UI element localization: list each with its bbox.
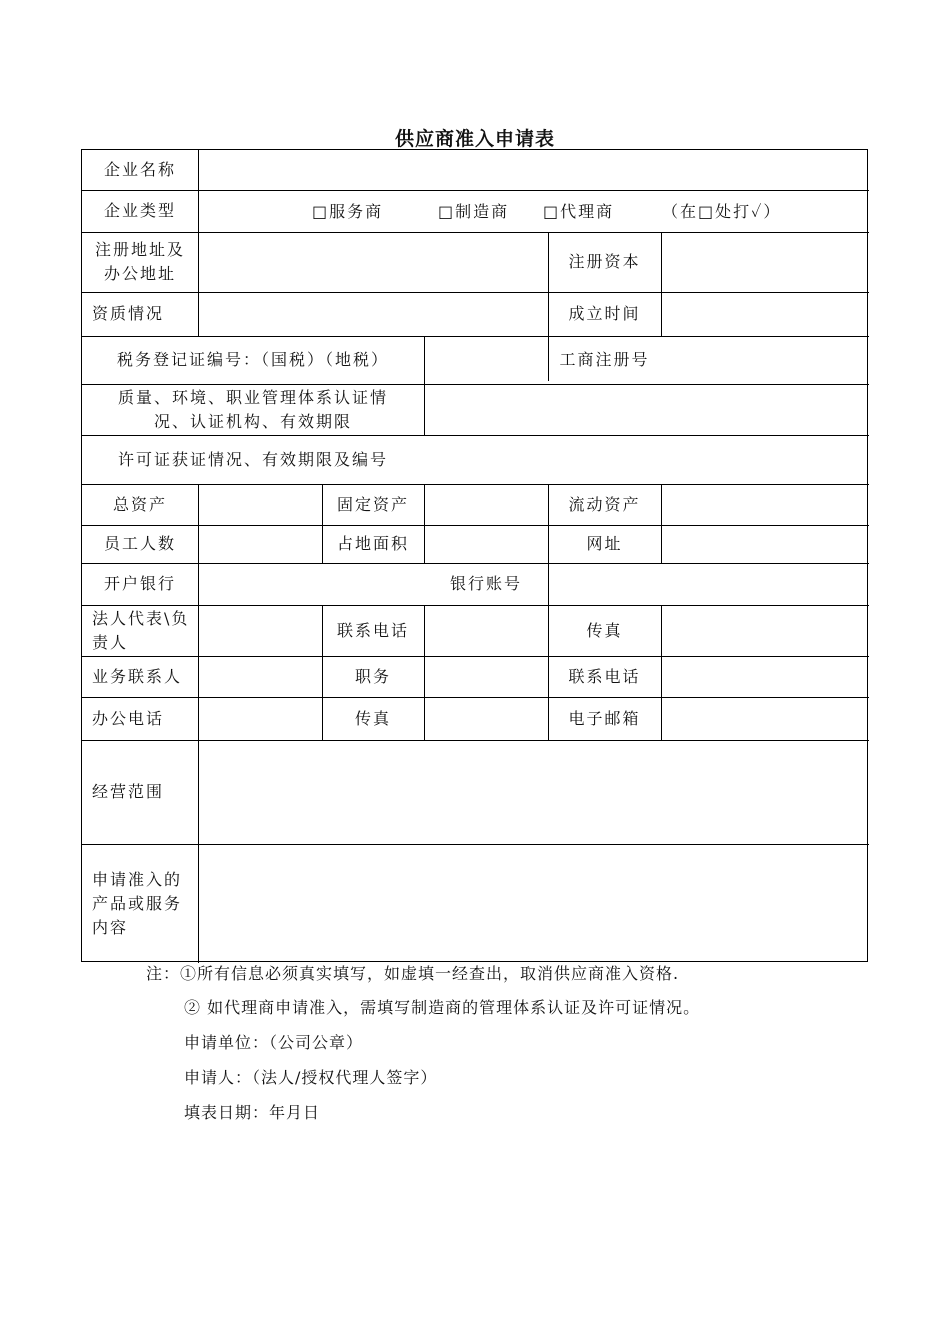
label-apply-content: 申请准入的产品或服务内容	[92, 869, 183, 937]
option-service-provider[interactable]: □服务商	[312, 202, 384, 221]
label-employees: 员工人数	[103, 534, 176, 553]
option-agent[interactable]: □代理商	[543, 202, 615, 221]
label-bank-account: 银行账号	[449, 574, 522, 593]
input-fax-2[interactable]	[425, 697, 548, 740]
label-biz-scope: 经营范围	[92, 782, 165, 801]
input-biz-contact[interactable]	[199, 656, 322, 697]
label-qualification: 资质情况	[92, 304, 165, 323]
input-fixed-assets[interactable]	[425, 484, 548, 525]
label-fax: 传真	[586, 620, 623, 640]
input-reg-capital[interactable]	[662, 232, 869, 292]
fill-date: 填表日期：年月日	[184, 1103, 321, 1122]
label-office-phone: 办公电话	[92, 708, 165, 728]
input-cert-info[interactable]	[425, 384, 869, 435]
label-bank: 开户银行	[103, 574, 176, 593]
label-floor-area: 占地面积	[336, 534, 409, 553]
input-employees[interactable]	[199, 525, 322, 563]
input-office-phone[interactable]	[199, 697, 322, 740]
label-biz-reg-no: 工商注册号	[559, 350, 650, 369]
label-position: 职务	[354, 666, 391, 686]
label-biz-contact: 业务联系人	[92, 666, 183, 686]
label-company-name: 企业名称	[103, 160, 176, 179]
input-current-assets[interactable]	[662, 484, 869, 525]
input-position[interactable]	[425, 656, 548, 697]
label-website: 网址	[586, 534, 623, 553]
input-website[interactable]	[662, 525, 869, 563]
application-form-table	[81, 149, 868, 962]
label-founded: 成立时间	[568, 304, 641, 323]
label-contact-phone: 联系电话	[336, 620, 409, 640]
input-contact-phone-2[interactable]	[662, 656, 869, 697]
note-1: 注：①所有信息必须真实填写，如虚填一经查出，取消供应商准入资格.	[146, 964, 680, 983]
applicant-unit: 申请单位：（公司公章）	[184, 1033, 364, 1052]
input-floor-area[interactable]	[425, 525, 548, 563]
label-total-assets: 总资产	[112, 494, 167, 514]
note-2: ② 如代理商申请准入，需填写制造商的管理体系认证及许可证情况。	[184, 998, 701, 1017]
label-fax-2: 传真	[354, 708, 391, 728]
label-fixed-assets: 固定资产	[336, 494, 409, 514]
label-reg-address: 注册地址及办公地址	[94, 240, 185, 283]
input-total-assets[interactable]	[199, 484, 322, 525]
input-reg-address[interactable]	[199, 232, 548, 292]
input-biz-reg-no[interactable]	[662, 336, 869, 384]
input-apply-content[interactable]	[199, 844, 869, 963]
input-contact-phone[interactable]	[425, 605, 548, 656]
input-fax[interactable]	[662, 605, 869, 656]
input-email[interactable]	[662, 697, 869, 740]
input-company-name[interactable]	[199, 150, 869, 190]
input-tax-reg[interactable]	[425, 336, 548, 384]
label-license-info: 许可证获证情况、有效期限及编号	[117, 449, 388, 469]
label-email: 电子邮箱	[568, 708, 641, 728]
label-cert-info: 质量、环境、职业管理体系认证情况、认证机构、有效期限	[117, 387, 388, 431]
label-legal-rep: 法人代表\负责人	[92, 608, 190, 652]
label-tax-reg: 税务登记证编号：（国税）（地税）	[116, 350, 389, 369]
form-title: 供应商准入申请表	[394, 128, 555, 150]
input-license-info[interactable]	[425, 435, 869, 484]
input-bank-account[interactable]	[549, 563, 869, 605]
label-contact-phone-2: 联系电话	[568, 666, 641, 686]
type-hint: （在□处打✓）	[662, 202, 782, 221]
label-current-assets: 流动资产	[568, 494, 641, 514]
option-manufacturer[interactable]: □制造商	[438, 202, 510, 221]
label-reg-capital: 注册资本	[568, 252, 641, 271]
input-legal-rep[interactable]	[199, 605, 322, 656]
input-bank[interactable]	[199, 563, 424, 605]
input-founded[interactable]	[662, 292, 869, 336]
input-qualification[interactable]	[199, 292, 548, 336]
label-company-type: 企业类型	[103, 201, 176, 220]
input-biz-scope[interactable]	[199, 740, 869, 844]
applicant-signature: 申请人：（法人/授权代理人签字）	[184, 1068, 438, 1087]
